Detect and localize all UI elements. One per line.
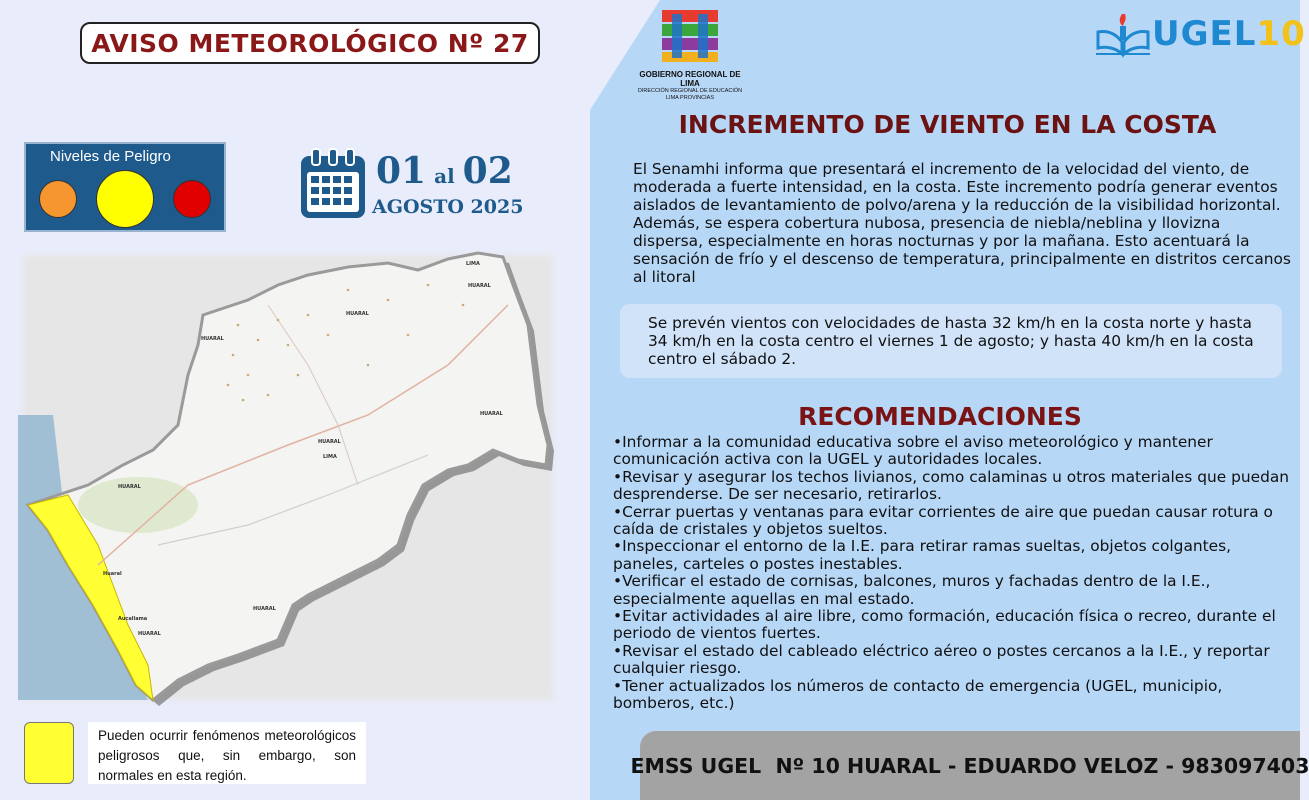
- legend-description: Pueden ocurrir fenómenos meteorológicos peligrosos que, sin embargo, son normales en esta región.: [88, 722, 366, 784]
- province-map: [8, 245, 568, 715]
- list-item: •Revisar y asegurar los techos livianos, como calaminas u otros materiales que puedan desprenderse. De ser necesario, retirarlos.: [613, 467, 1290, 504]
- map-label: HUARAL: [468, 283, 491, 289]
- list-item: •Informar a la comunidad educativa sobre el aviso meteorológico y mantener comunicación activa con la UGEL y autoridades locales.: [613, 433, 1213, 469]
- gobierno-regional-emblem-icon: [658, 8, 722, 64]
- map-label: HUARAL: [201, 336, 224, 342]
- ugel-number: 10: [1256, 14, 1306, 54]
- main-paragraph: El Senamhi informa que presentará el incremento de la velocidad del viento, de moderada a fuerte intensidad, en la costa. Este incremento podría generar eventos aislados de levantamiento de polvo/arena y la reducción de la visibilidad horizontal. Además, se espera cobertura nubosa, presencia de niebla/neblina y llovizna dispersa, especialmente en horas nocturnas y por la mañana. Esto acentuará la sensación de frío y el descenso de temperatura, principalmente en distritos cercanos al litoral: [633, 160, 1291, 286]
- red-level-icon: [173, 180, 211, 218]
- gobierno-regional-logo: [630, 8, 750, 100]
- map-label: HUARAL: [318, 439, 341, 445]
- open-book-torch-icon: [1094, 10, 1154, 62]
- map-label: Huaral: [103, 571, 122, 577]
- recommendations-title: RECOMENDACIONES: [798, 402, 1082, 431]
- yellow-level-icon: [96, 170, 154, 228]
- footer-contact: EMSS UGEL Nº 10 HUARAL - EDUARDO VELOZ - 983097403: [640, 731, 1300, 800]
- map-label: HUARAL: [118, 484, 141, 490]
- recommendations-list: [613, 434, 1293, 713]
- hazard-levels-title: Niveles de Peligro: [50, 148, 171, 165]
- date-connector: al: [434, 164, 455, 188]
- page-title: AVISO METEOROLÓGICO Nº 27: [80, 22, 540, 64]
- legend-yellow-swatch: [24, 722, 74, 784]
- ugel10-logo: [1094, 10, 1306, 62]
- map-label: LIMA: [466, 261, 480, 267]
- main-headline: INCREMENTO DE VIENTO EN LA COSTA: [678, 110, 1217, 139]
- gobierno-regional-sub1: DIRECCIÓN REGIONAL DE EDUCACIÓN: [637, 88, 743, 94]
- list-item: •Inspeccionar el entorno de la I.E. para retirar ramas sueltas, objetos colgantes, paneles, carteles o postes inestables.: [613, 537, 1232, 573]
- list-item: •Evitar actividades al aire libre, como formación, educación física o recreo, durante el periodo de vientos fuertes.: [613, 607, 1276, 643]
- hazard-levels-box: [24, 142, 226, 232]
- map-label: HUARAL: [253, 606, 276, 612]
- map-label: Aucallama: [118, 616, 148, 622]
- date-range: [376, 150, 513, 192]
- date-to: 02: [462, 150, 513, 192]
- list-item: •Cerrar puertas y ventanas para evitar corrientes de aire que puedan causar rotura o caída de cristales y objetos sueltos.: [613, 502, 1273, 539]
- ugel10-wordmark: [1152, 14, 1306, 54]
- orange-level-icon: [39, 180, 77, 218]
- map-label: HUARAL: [138, 631, 161, 637]
- list-item: •Revisar el estado del cableado eléctrico aéreo o postes cercanos a la I.E., y reportar cualquier riesgo.: [613, 641, 1270, 678]
- map-label: HUARAL: [346, 311, 369, 317]
- map-label: LIMA: [323, 454, 337, 460]
- wind-speed-callout: Se prevén vientos con velocidades de hasta 32 km/h en la costa norte y hasta 34 km/h en la costa centro el viernes 1 de agosto; y hasta 40 km/h en la costa centro el sábado 2.: [620, 304, 1282, 378]
- ugel-word: UGEL: [1152, 14, 1257, 54]
- gobierno-regional-sub2: LIMA PROVINCIAS: [666, 95, 714, 101]
- date-from: 01: [376, 150, 427, 192]
- map-label: HUARAL: [480, 411, 503, 417]
- gobierno-regional-name: GOBIERNO REGIONAL DE LIMA: [639, 70, 741, 88]
- date-month-year: AGOSTO 2025: [372, 196, 524, 218]
- list-item: •Tener actualizados los números de contacto de emergencia (UGEL, municipio, bomberos, etc.): [613, 676, 1223, 713]
- list-item: •Verificar el estado de cornisas, balcones, muros y fachadas dentro de la I.E., especialmente aquellas en mal estado.: [613, 572, 1211, 608]
- calendar-icon: [298, 146, 368, 222]
